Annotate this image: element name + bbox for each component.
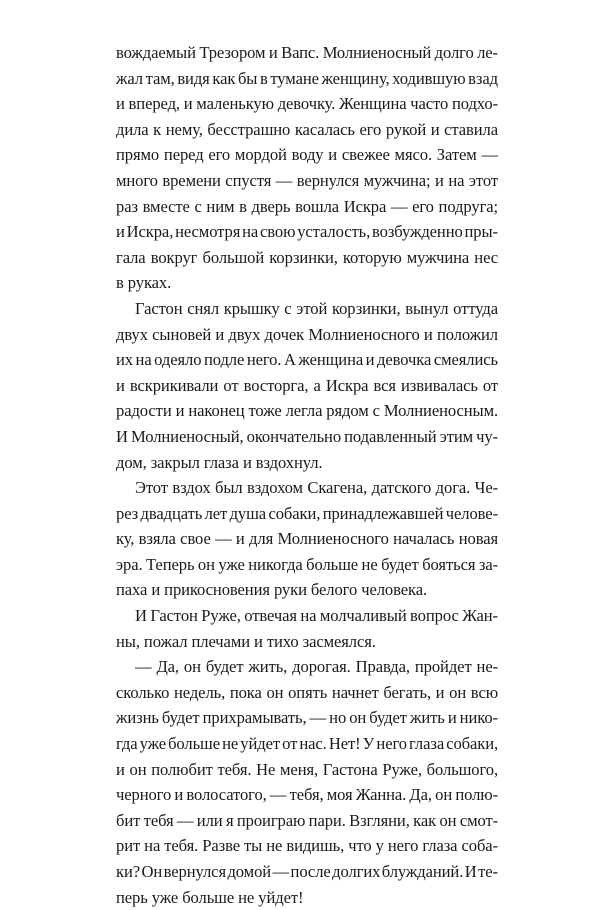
text-line: бит тебя — или я проиграю пари. Взгляни, как он смот- [116,810,499,830]
text-line: и вперед, и маленькую девочку. Женщина часто подхо- [116,94,498,114]
text-line: вождаемый Трезором и Вапс. Молниеносный долго ле- [116,43,498,62]
text-line: и Искра, несмотря на свою усталость, возбужденно пры- [116,222,498,242]
text-line: И Гастон Руже, отвечая на молчаливый вопрос Жан- [135,606,498,626]
text-line: паха и прикосновения руки белого человека. [116,580,428,600]
text-line: рез двадцать лет душа собаки, принадлежавшей челове- [116,503,498,523]
text-line: гда уже больше не уйдет от нас. Нет! У него глаза собаки, [116,734,499,754]
text-line: радости и наконец тоже легла рядом с Молниеносным. [116,401,499,421]
text-line: сколько недель, пока он опять начнет бегать, и он всю [116,682,499,702]
text-line: раз вместе с ним в дверь вошла Искра — его подруга; [116,196,499,216]
text-line: Этот вздох был вздохом Скагена, датского дога. Че- [135,478,499,498]
text-line: ны, пожал плечами и тихо засмеялся. [116,631,376,651]
text-line: и он полюбит тебя. Не меня, Гастона Руже, большого, [116,759,499,779]
page-text [116,40,498,910]
text-line: жизнь будет прихрамывать, — но он будет жить и нико- [116,708,498,728]
text-line: гала вокруг большой корзинки, которую мужчина нес [116,247,499,267]
text-line: двух сыновей и двух дочек Молниеносного и положил [116,324,498,344]
text-line: ку, взяла свое — и для Молниеносного началась новая [116,529,499,549]
text-line: рит на тебя. Разве ты не видишь, что у него глаза соба- [116,836,498,856]
text-line: черного и волосатого, — тебя, моя Жанна. Да, он полю- [116,785,499,805]
text-line: ки? Он вернулся домой — после долгих блужданий. И те- [116,862,498,881]
text-line: в руках. [116,273,172,293]
text-line: много времени спустя — вернулся мужчина; и на этот [116,170,498,190]
text-line: Гастон снял крышку с этой корзинки, вынул оттуда [135,298,499,318]
text-line: дом, закрыл глаза и вздохнул. [116,452,323,472]
text-line: перь уже больше не уйдет! [116,887,304,907]
text-line: жал там, видя как бы в тумане женщину, ходившую взад [116,68,498,88]
text-line: их на одеяло подле него. А женщина и девочка смеялись [116,350,498,370]
text-line: — Да, он будет жить, дорогая. Правда, пройдет не- [135,657,499,677]
text-line: эра. Теперь он уже никогда больше не будет бояться за- [116,554,499,574]
text-line: И Молниеносный, окончательно подавленный этим чу- [116,426,499,446]
text-line: прямо перед его мордой воду и свежее мясо. Затем — [116,145,498,165]
text-line: дила к нему, бесстрашно касалась его рукой и ставила [116,119,498,139]
text-line: и вскрикивали от восторга, а Искра вся извивалась от [116,375,499,395]
